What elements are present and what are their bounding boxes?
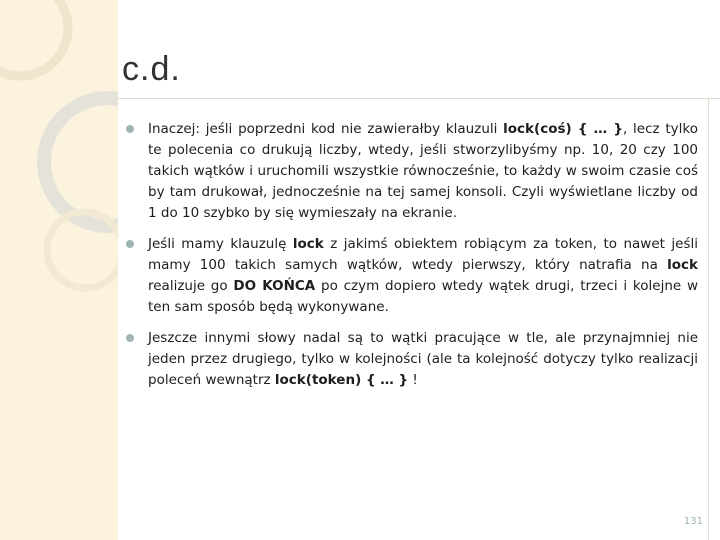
emphasis-text: DO KOŃCA — [233, 278, 316, 294]
page-number: 131 — [683, 516, 703, 527]
code-keyword: lock — [292, 236, 324, 252]
bullet-text — [148, 328, 698, 391]
decorative-circles — [0, 0, 118, 540]
code-keyword: lock(token) { … } — [274, 372, 409, 388]
bullet-item — [126, 234, 698, 318]
code-keyword: lock — [667, 257, 698, 273]
text-segment: Jeszcze innymi słowy nadal są to wątki pracujące w tle, ale przynajmniej nie jeden przez drugiego, tylko w kolejności (ale ta kolejność dotyczy tylko realizacji poleceń wewnątrz — [148, 330, 698, 388]
bullet-text — [148, 119, 698, 224]
deco-circle-top — [0, 0, 68, 76]
text-segment: Inaczej: jeśli poprzedni kod nie zawierałby klauzuli — [148, 121, 504, 137]
code-keyword: lock(coś) { … } — [503, 121, 623, 137]
text-segment: Jeśli mamy klauzulę — [148, 236, 293, 252]
bullet-dot — [126, 334, 134, 342]
bullet-item — [126, 328, 698, 391]
title-divider — [118, 98, 720, 99]
text-segment: realizuje go — [148, 278, 234, 294]
deco-circle-large — [44, 98, 118, 226]
text-segment: ! — [408, 372, 418, 388]
text-segment: z jakimś obiektem robiącym za token, to nawet jeśli mamy 100 takich samych wątków, wtedy pierwszy, który natrafia na — [148, 236, 698, 273]
text-segment: , lecz tylko te polecenia co drukują liczby, wtedy, jeśli stworzylibyśmy np. 10, 20 czy 100 takich wątków i uruchomili wszystkie równocześnie, to każdy w swoim czasie coś by tam drukował, jednocześnie na tej samej konsoli. Czyli wyświetlane liczby od 1 do 10 szybko by się wymieszały na ekranie. — [148, 121, 699, 221]
slide-title: c.d. — [122, 50, 181, 88]
bullet-dot — [126, 240, 134, 248]
bullet-text — [148, 234, 698, 318]
bullet-list — [126, 119, 698, 401]
text-segment: po czym dopiero wtedy wątek drugi, trzeci i kolejne w ten sam sposób będą wykonywane. — [148, 278, 698, 315]
right-divider — [708, 98, 709, 540]
bullet-dot — [126, 125, 134, 133]
bullet-item — [126, 119, 698, 224]
